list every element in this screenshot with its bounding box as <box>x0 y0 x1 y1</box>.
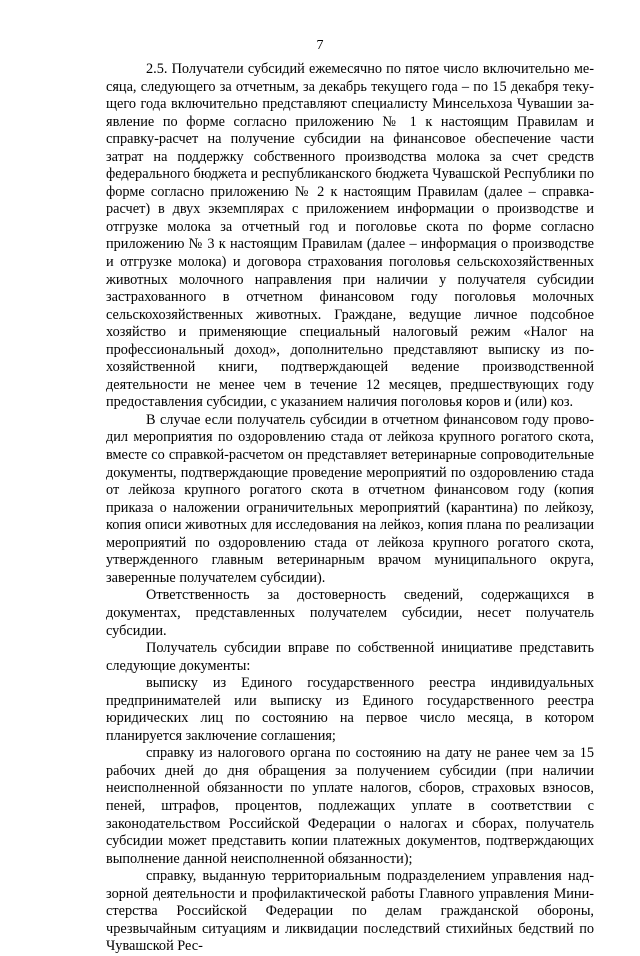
paragraph-optional-documents-intro: Получатель субсидии вправе по собственной инициативе представить следующие документы: <box>106 640 594 674</box>
paragraph-responsibility: Ответственность за достоверность сведений, содержащихся в документах, представленных получателем субсидии, несет получатель субсидии. <box>106 587 594 639</box>
paragraph-tax-certificate: справку из налогового органа по состоянию на дату не ранее чем за 15 рабочих дней до дня обращения за получением субсидии (при наличии неисполненной обязанности по уплате налогов, сборов, страховых взносов, пеней, штрафов, процентов, подлежащих уплате в соответствии с законодательством Российской Федерации о налогах и сборах, получатель субсидии может представить копии платежных документов, подтверждающих выполнение данной неисполненной обязанности); <box>106 745 594 867</box>
paragraph-registry-extract: выписку из Единого государственного реестра индивидуальных предпринимателей или выписку из Единого государственного реестра юридических лиц по состоянию на первое число месяца, в котором планируется заключение соглашения; <box>106 675 594 744</box>
paragraph-leukosis-documents: В случае если получатель субсидии в отчетном финансовом году проводил мероприятия по оздоровлению стада от лейкоза крупного рогатого скота, вместе со справкой-расчетом он представляет ветеринарные сопроводительные документы, подтверждающие проведение мероприятий по оздоровлению стада от лейкоза крупного рогатого скота в отчетном финансовом году (копия приказа о наложении ограничительных мероприятий (карантина) по лейкозу, копия описи животных для исследования на лейкоз, копия плана по реализации мероприятий по оздоровлению стада от лейкоза крупного рогатого скота, утвержденного главным ветеринарным врачом муниципального округа, заверенные получателем субсидии). <box>106 411 594 586</box>
paragraph-emergency-certificate: справку, выданную территориальным подразделением управления надзорной деятельности и профилактической работы Главного управления Министерства Российской Федерации по делам гражданской обороны, чрезвычайным ситуациям и ликвидации последствий стихийных бедствий по Чувашской Рес- <box>106 868 594 955</box>
document-body <box>106 61 594 956</box>
paragraph-2-5-submission-terms: 2.5. Получатели субсидий ежемесячно по пятое число включительно месяца, следующего за отчетным, за декабрь текущего года – по 15 декабря текущего года включительно представляют специалисту Минсельхоза Чувашии заявление по форме согласно приложению № 1 к настоящим Правилам и справку-расчет на получение субсидии на финансовое обеспечение части затрат на поддержку собственного производства молока за счет средств федерального бюджета и республиканского бюджета Чувашской Республики по форме согласно приложению № 2 к настоящим Правилам (далее – справка-расчет) в двух экземплярах с приложением информации о производстве и отгрузке молока за отчетный год и поголовье скота по форме согласно приложению № 3 к настоящим Правилам (далее – информация о производстве и отгрузке молока) и договора страхования поголовья сельскохозяйственных животных молочного направления при наличии у получателя субсидии застрахованного в отчетном финансовом году поголовья молочных сельскохозяйственных животных. Граждане, ведущие личное подсобное хозяйство и применяющие специальный налоговый режим «Налог на профессиональный доход», дополнительно представляют выписку из похозяйственной книги, подтверждающей ведение производственной деятельности не менее чем в течение 12 месяцев, предшествующих году предоставления субсидии, с указанием наличия поголовья коров и (или) коз. <box>106 61 594 411</box>
page-number: 7 <box>316 38 324 53</box>
